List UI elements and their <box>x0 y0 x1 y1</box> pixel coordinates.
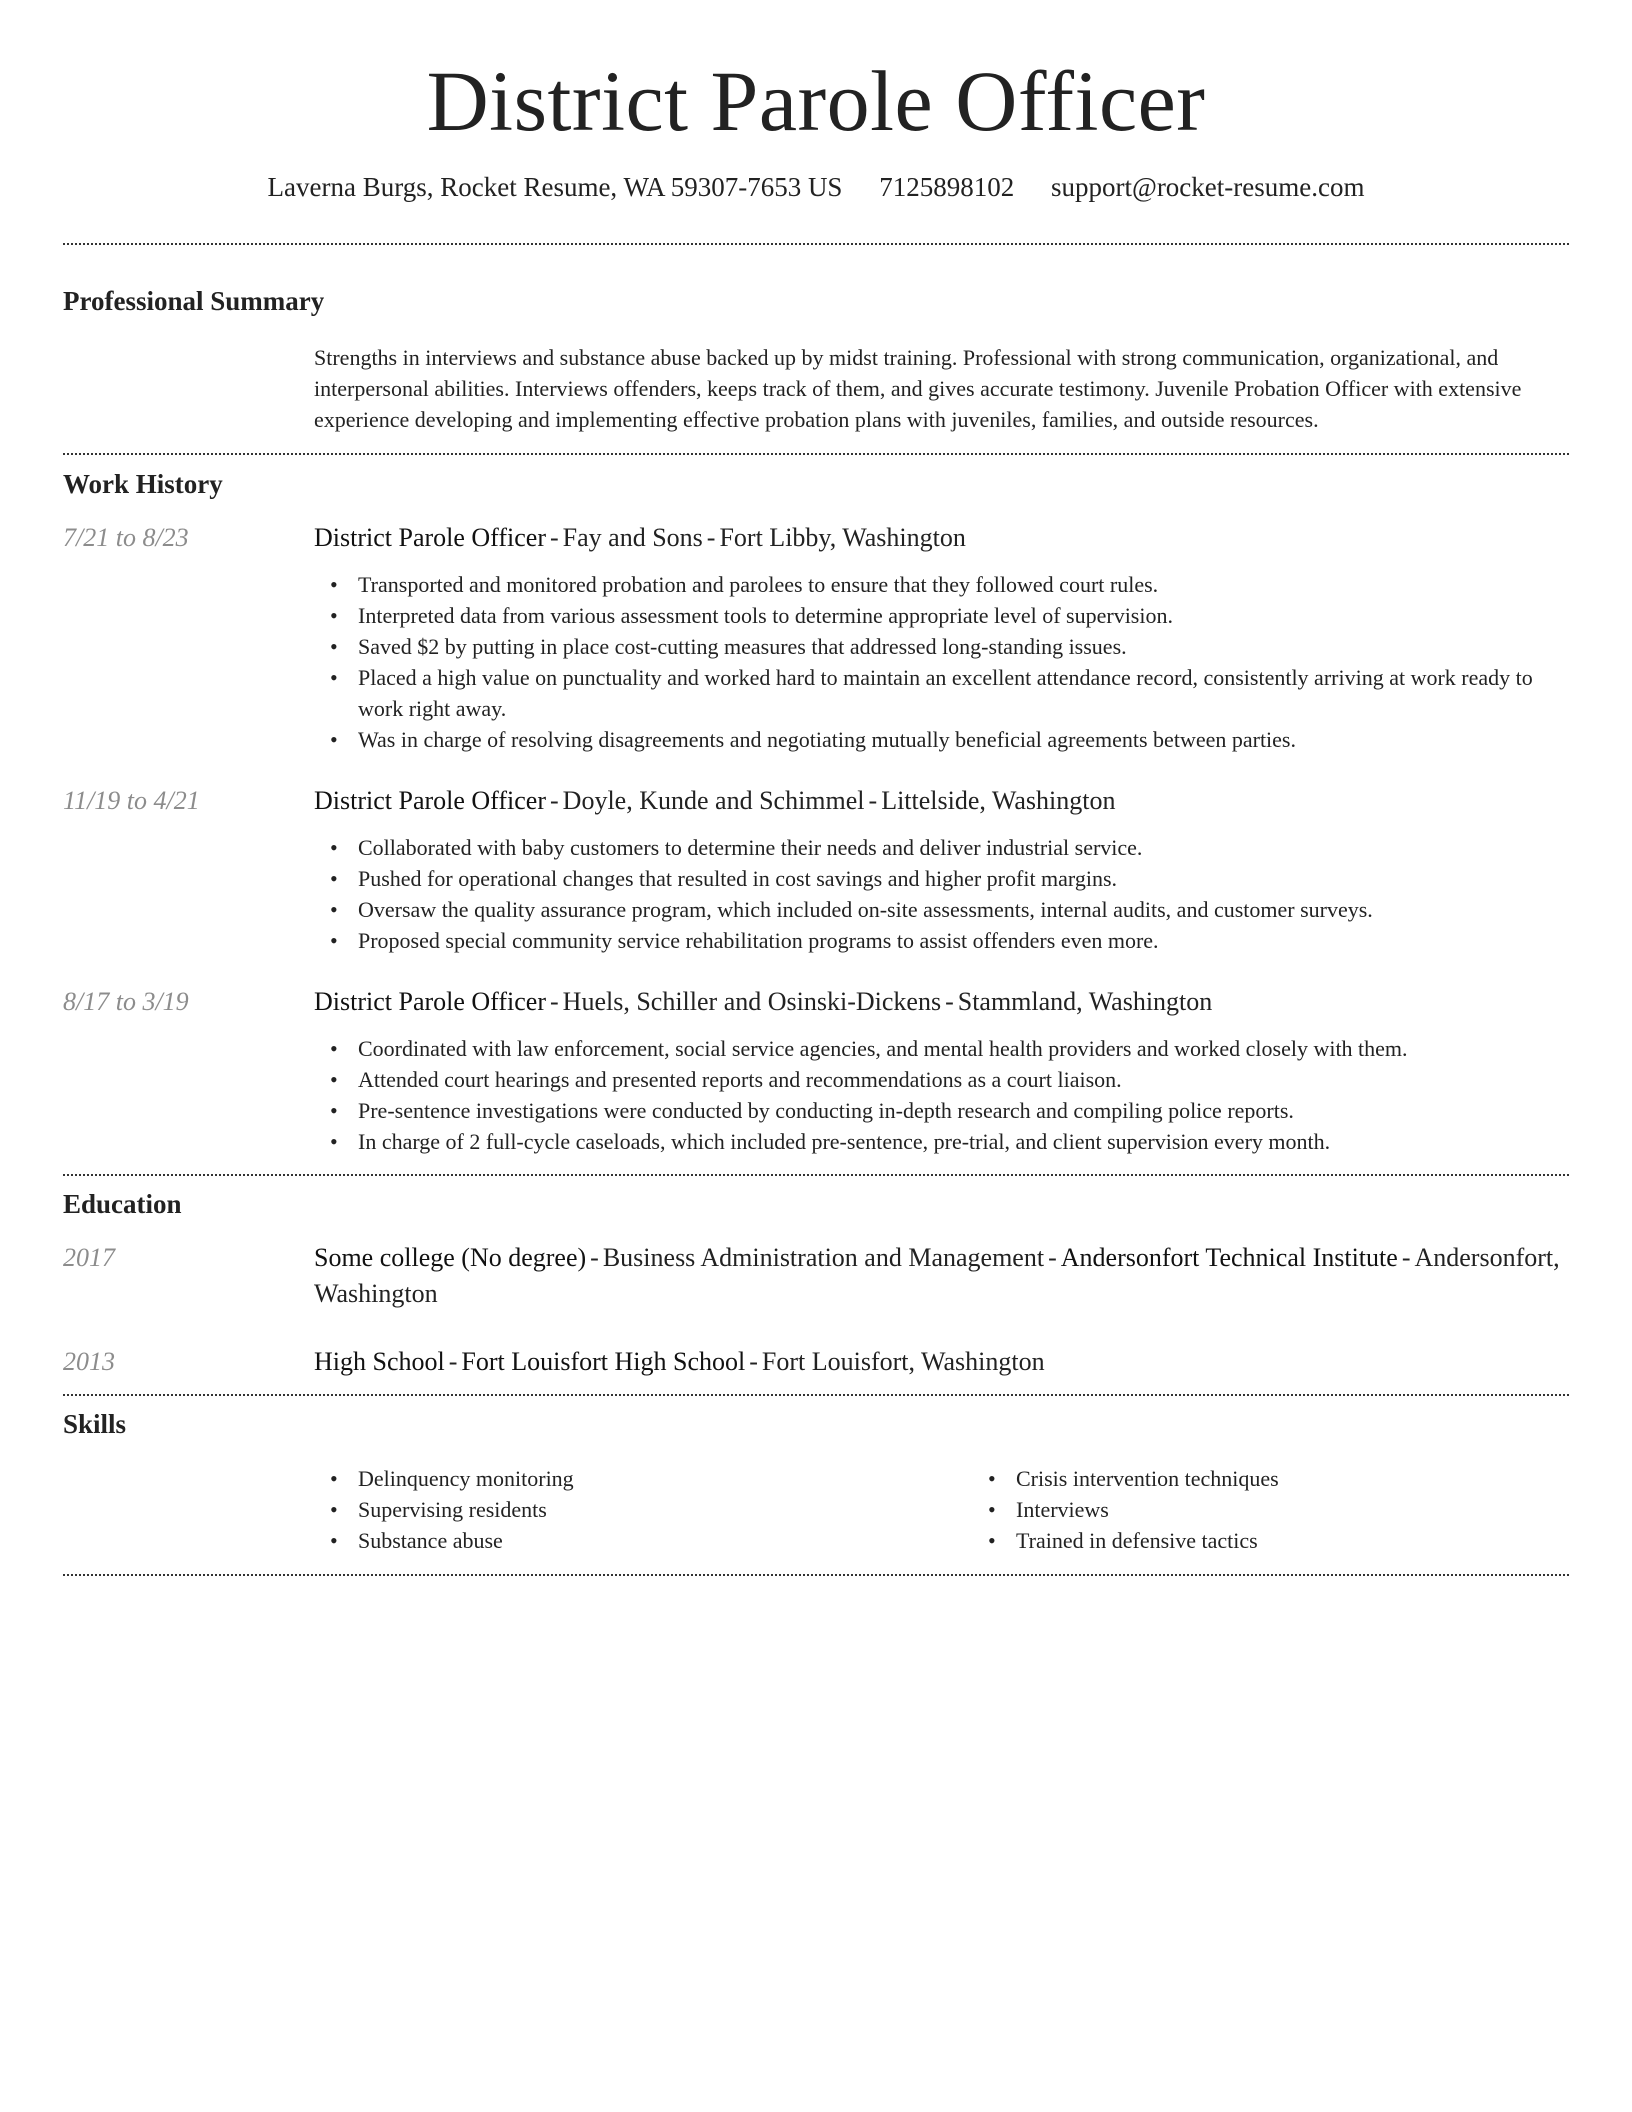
list-item: • Attended court hearings and presented reports and recommendations as a court liaison. <box>358 1064 1569 1095</box>
skill-item: • Crisis intervention techniques <box>1016 1463 1630 1494</box>
job-bullets <box>314 1033 1569 1157</box>
education-year: 2017 <box>63 1243 115 1272</box>
list-item: • Interpreted data from various assessment tools to determine appropriate level of supervision. <box>358 600 1569 631</box>
contact-line <box>63 174 1569 201</box>
job-entry <box>63 520 1569 755</box>
education-entry <box>63 1344 1569 1380</box>
job-role: District Parole Officer <box>314 786 546 815</box>
job-dates: 8/17 to 3/19 <box>63 987 189 1016</box>
skills-section <box>63 1411 1569 1556</box>
job-bullets <box>314 569 1569 755</box>
job-entry <box>63 783 1569 956</box>
resume-name: District Parole Officer <box>426 53 1206 149</box>
job-company: Fay and Sons <box>562 523 703 552</box>
list-item: • Pre-sentence investigations were conducted by conducting in-depth research and compiling police reports. <box>358 1095 1569 1126</box>
job-heading: District Parole Officer - Doyle, Kunde and Schimmel - Littelside, Washington <box>314 786 1116 815</box>
skills-list-left <box>314 1463 972 1556</box>
skill-item: • Delinquency monitoring <box>358 1463 972 1494</box>
job-heading: District Parole Officer - Fay and Sons - Fort Libby, Washington <box>314 523 966 552</box>
job-heading: District Parole Officer - Huels, Schiller and Osinski-Dickens - Stammland, Washington <box>314 987 1213 1016</box>
contact-phone: 7125898102 <box>879 172 1015 202</box>
divider <box>63 1574 1569 1576</box>
contact-email: support@rocket-resume.com <box>1050 172 1365 202</box>
education-degree: High School <box>314 1347 445 1376</box>
divider <box>63 453 1569 455</box>
divider <box>63 1174 1569 1176</box>
job-role: District Parole Officer <box>314 987 546 1016</box>
list-item: • Proposed special community service rehabilitation programs to assist offenders even more. <box>358 925 1569 956</box>
list-item: • Pushed for operational changes that resulted in cost savings and higher profit margins. <box>358 863 1569 894</box>
job-entry <box>63 984 1569 1157</box>
job-company: Doyle, Kunde and Schimmel <box>562 786 865 815</box>
work-section <box>63 471 1569 1157</box>
education-section <box>63 1191 1569 1380</box>
education-title: Education <box>63 1189 182 1219</box>
skill-item: • Trained in defensive tactics <box>1016 1525 1630 1556</box>
job-bullets <box>314 832 1569 956</box>
list-item: • In charge of 2 full-cycle caseloads, which included pre-sentence, pre-trial, and client supervision every month. <box>358 1126 1569 1157</box>
job-location: Stammland, Washington <box>957 987 1213 1016</box>
job-dates: 7/21 to 8/23 <box>63 523 189 552</box>
summary-section <box>63 288 1569 435</box>
divider <box>63 1394 1569 1396</box>
list-item: • Transported and monitored probation and parolees to ensure that they followed court rules. <box>358 569 1569 600</box>
skill-item: • Interviews <box>1016 1494 1630 1525</box>
education-field: Business Administration and Management <box>602 1243 1045 1272</box>
divider <box>63 243 1569 245</box>
list-item: • Collaborated with baby customers to determine their needs and deliver industrial service. <box>358 832 1569 863</box>
education-heading: High School - Fort Louisfort High School - Fort Louisfort, Washington <box>314 1347 1045 1376</box>
education-degree: Some college (No degree) <box>314 1243 587 1272</box>
skills-list-right <box>972 1463 1630 1556</box>
education-heading: Some college (No degree) - Business Administration and Management - Andersonfort Technical Institute - Andersonfort, Washington <box>314 1243 1560 1308</box>
list-item: • Placed a high value on punctuality and worked hard to maintain an excellent attendance record, consistently arriving at work ready to work right away. <box>358 662 1569 724</box>
list-item: • Saved $2 by putting in place cost-cutting measures that addressed long-standing issues. <box>358 631 1569 662</box>
work-title: Work History <box>63 469 223 499</box>
list-item: • Oversaw the quality assurance program, which included on-site assessments, internal audits, and customer surveys. <box>358 894 1569 925</box>
list-item: • Coordinated with law enforcement, social service agencies, and mental health providers and worked closely with them. <box>358 1033 1569 1064</box>
job-company: Huels, Schiller and Osinski-Dickens <box>562 987 942 1016</box>
job-role: District Parole Officer <box>314 523 546 552</box>
education-school: Andersonfort Technical Institute <box>1060 1243 1398 1272</box>
job-location: Littelside, Washington <box>881 786 1116 815</box>
job-location: Fort Libby, Washington <box>719 523 966 552</box>
education-year: 2013 <box>63 1347 115 1376</box>
education-location: Fort Louisfort, Washington <box>761 1347 1045 1376</box>
job-dates: 11/19 to 4/21 <box>63 786 200 815</box>
education-entry <box>63 1240 1569 1312</box>
list-item: • Was in charge of resolving disagreements and negotiating mutually beneficial agreements between parties. <box>358 724 1569 755</box>
skill-item: • Supervising residents <box>358 1494 972 1525</box>
summary-title: Professional Summary <box>63 286 325 316</box>
summary-text: Strengths in interviews and substance abuse backed up by midst training. Professional with strong communication, organizational, and interpersonal abilities. Interviews offenders, keeps track of them, and gives accurate testimony. Juvenile Probation Officer with extensive experience developing and implementing effective probation plans with juveniles, families, and outside resources. <box>314 345 1522 432</box>
education-school: Fort Louisfort High School <box>461 1347 746 1376</box>
skill-item: • Substance abuse <box>358 1525 972 1556</box>
contact-address: Laverna Burgs, Rocket Resume, WA 59307-7653 US <box>267 172 843 202</box>
education-location: Andersonfort, Washington <box>314 1243 1560 1308</box>
skills-title: Skills <box>63 1409 127 1439</box>
